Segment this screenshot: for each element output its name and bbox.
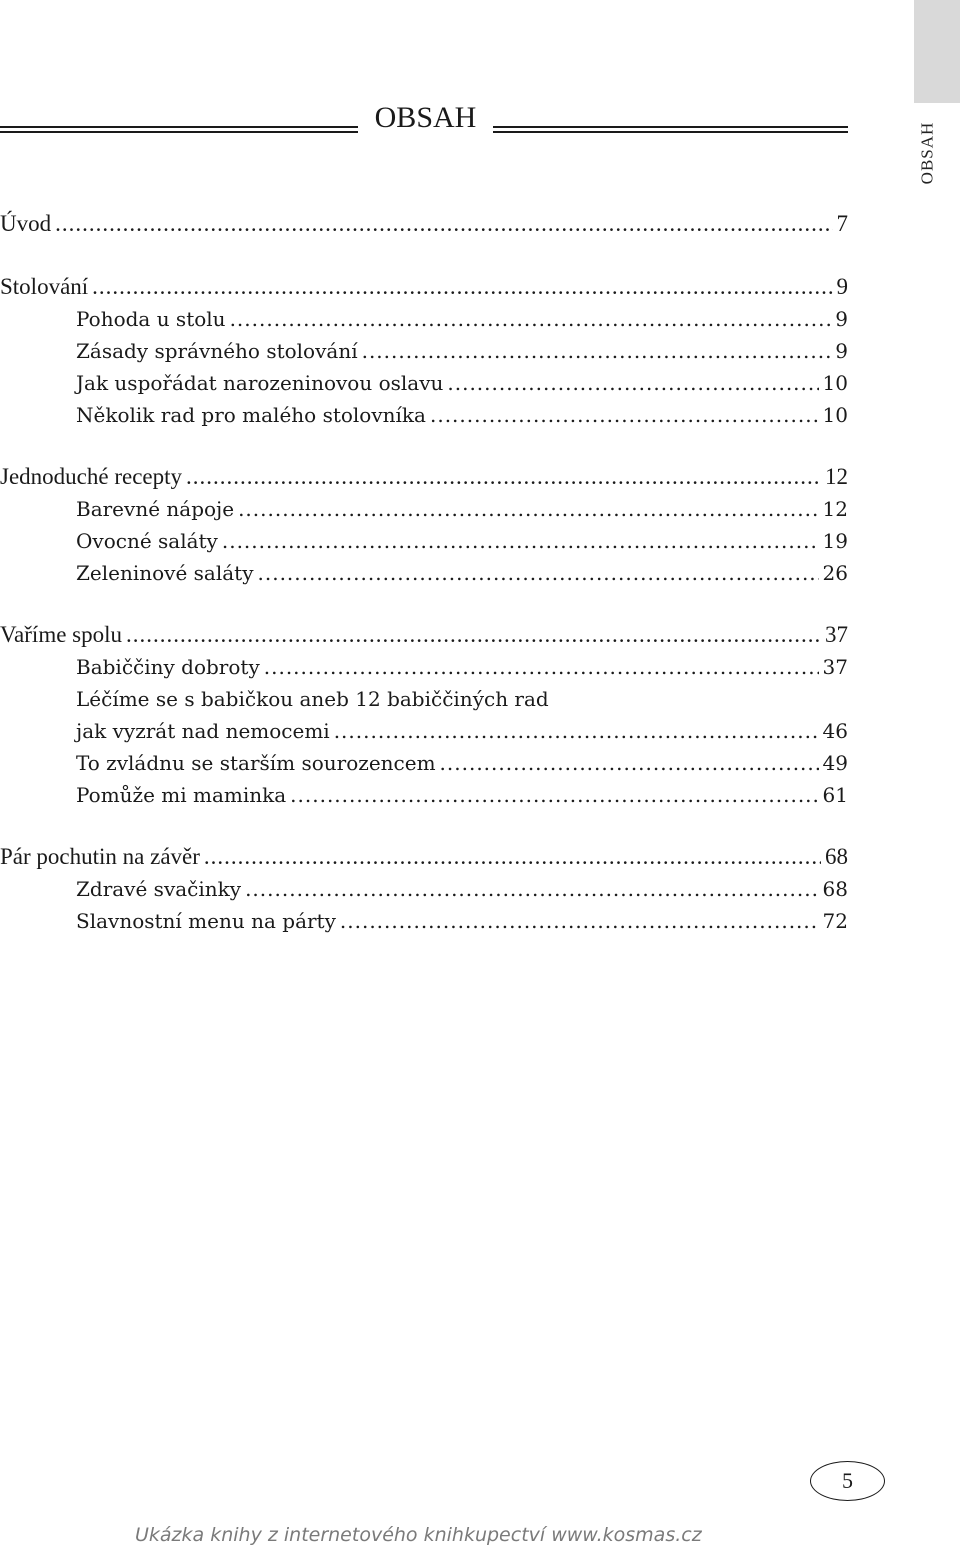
header-rule-left xyxy=(0,126,358,133)
toc-subentry xyxy=(0,558,848,588)
footer-note: Ukázka knihy z internetového knihkupectví www.kosmas.cz xyxy=(135,1524,702,1546)
toc-section-entry xyxy=(0,272,848,302)
toc-entry-label: Vaříme spolu xyxy=(0,622,123,647)
toc-entry-page: 9 xyxy=(835,339,848,363)
toc-subentry xyxy=(0,400,848,430)
toc-entry-page: 46 xyxy=(822,719,848,743)
toc-entry-page: 10 xyxy=(822,403,848,427)
dot-leader xyxy=(258,558,819,588)
page-number: 5 xyxy=(842,1468,853,1493)
dot-leader xyxy=(340,906,819,936)
toc-entry-page: 49 xyxy=(822,751,848,775)
toc-entry-page: 61 xyxy=(822,783,848,807)
page-number-badge xyxy=(810,1461,885,1501)
toc-entry-label: Několik rad pro malého stolovníka xyxy=(76,403,426,427)
toc-entry-label: jak vyzrát nad nemocemi xyxy=(76,719,330,743)
dot-leader xyxy=(55,209,832,239)
toc-entry-label: Stolování xyxy=(0,274,89,299)
toc-subentry xyxy=(0,716,848,746)
toc-entry-page: 9 xyxy=(836,274,848,299)
toc-entry-page: 26 xyxy=(822,561,848,585)
side-tab-label xyxy=(912,120,942,186)
dot-leader xyxy=(264,652,819,682)
dot-leader xyxy=(126,620,821,650)
toc-entry-label: Jak uspořádat narozeninovou oslavu xyxy=(76,371,444,395)
dot-leader xyxy=(222,526,819,556)
toc-entry-page: 9 xyxy=(835,307,848,331)
dot-leader xyxy=(204,842,821,872)
dot-leader xyxy=(447,368,818,398)
toc-entry-label: Pohoda u stolu xyxy=(76,307,226,331)
toc-entry-label: Pomůže mi maminka xyxy=(76,783,287,807)
dot-leader xyxy=(238,494,818,524)
toc-section-entry xyxy=(0,842,848,872)
dot-leader xyxy=(92,272,832,302)
toc-entry-label: Zásady správného stolování xyxy=(76,339,358,363)
toc-entry-page: 68 xyxy=(822,877,848,901)
toc-subentry xyxy=(0,906,848,936)
toc-entry-label: Ovocné saláty xyxy=(76,529,218,553)
toc-subentry xyxy=(0,652,848,682)
toc-entry-label: Jednoduché recepty xyxy=(0,464,183,489)
dot-leader xyxy=(430,400,819,430)
toc-subentry xyxy=(0,874,848,904)
toc-entry-page: 68 xyxy=(825,844,848,869)
toc-subentry xyxy=(0,780,848,810)
toc-entry-label: Úvod xyxy=(0,211,52,236)
toc-entry-page: 19 xyxy=(822,529,848,553)
toc-section-entry xyxy=(0,620,848,650)
toc-subentry xyxy=(0,494,848,524)
dot-leader xyxy=(290,780,818,810)
dot-leader xyxy=(186,462,821,492)
toc-entry-page: 12 xyxy=(822,497,848,521)
toc-entry-page: 37 xyxy=(822,655,848,679)
toc-entry-label: Zeleninové saláty xyxy=(76,561,254,585)
header-rule-right xyxy=(493,126,848,133)
toc-entry-label: Zdravé svačinky xyxy=(76,877,242,901)
toc-entry-page: 72 xyxy=(822,909,848,933)
toc-section-entry xyxy=(0,209,848,239)
toc-subentry xyxy=(0,526,848,556)
dot-leader xyxy=(362,336,832,366)
side-tab-text: OBSAH xyxy=(917,121,936,185)
toc-subentry xyxy=(0,368,848,398)
toc-entry-page: 12 xyxy=(825,464,848,489)
toc-entry-page: 7 xyxy=(836,211,848,236)
toc-entry-label: Babiččiny dobroty xyxy=(76,655,260,679)
page-title: OBSAH xyxy=(374,101,477,134)
dot-leader xyxy=(245,874,818,904)
toc-subentry xyxy=(0,336,848,366)
toc-entry-label: Barevné nápoje xyxy=(76,497,235,521)
toc-subentry xyxy=(0,748,848,778)
dot-leader xyxy=(230,304,832,334)
toc-entry-page: 10 xyxy=(822,371,848,395)
toc-entry-label: Slavnostní menu na párty xyxy=(76,909,336,933)
toc-section-entry xyxy=(0,462,848,492)
toc-subentry xyxy=(0,304,848,334)
dot-leader xyxy=(334,716,819,746)
toc-entry-label: Pár pochutin na závěr xyxy=(0,844,200,869)
toc-header xyxy=(0,96,848,140)
toc-subentry xyxy=(0,684,848,714)
toc-entry-label: To zvládnu se starším sourozencem xyxy=(76,751,436,775)
toc-entry-page: 37 xyxy=(825,622,848,647)
dot-leader xyxy=(440,748,819,778)
side-tab-marker xyxy=(914,0,960,103)
toc-entry-label: Léčíme se s babičkou aneb 12 babiččiných rad xyxy=(76,687,549,711)
